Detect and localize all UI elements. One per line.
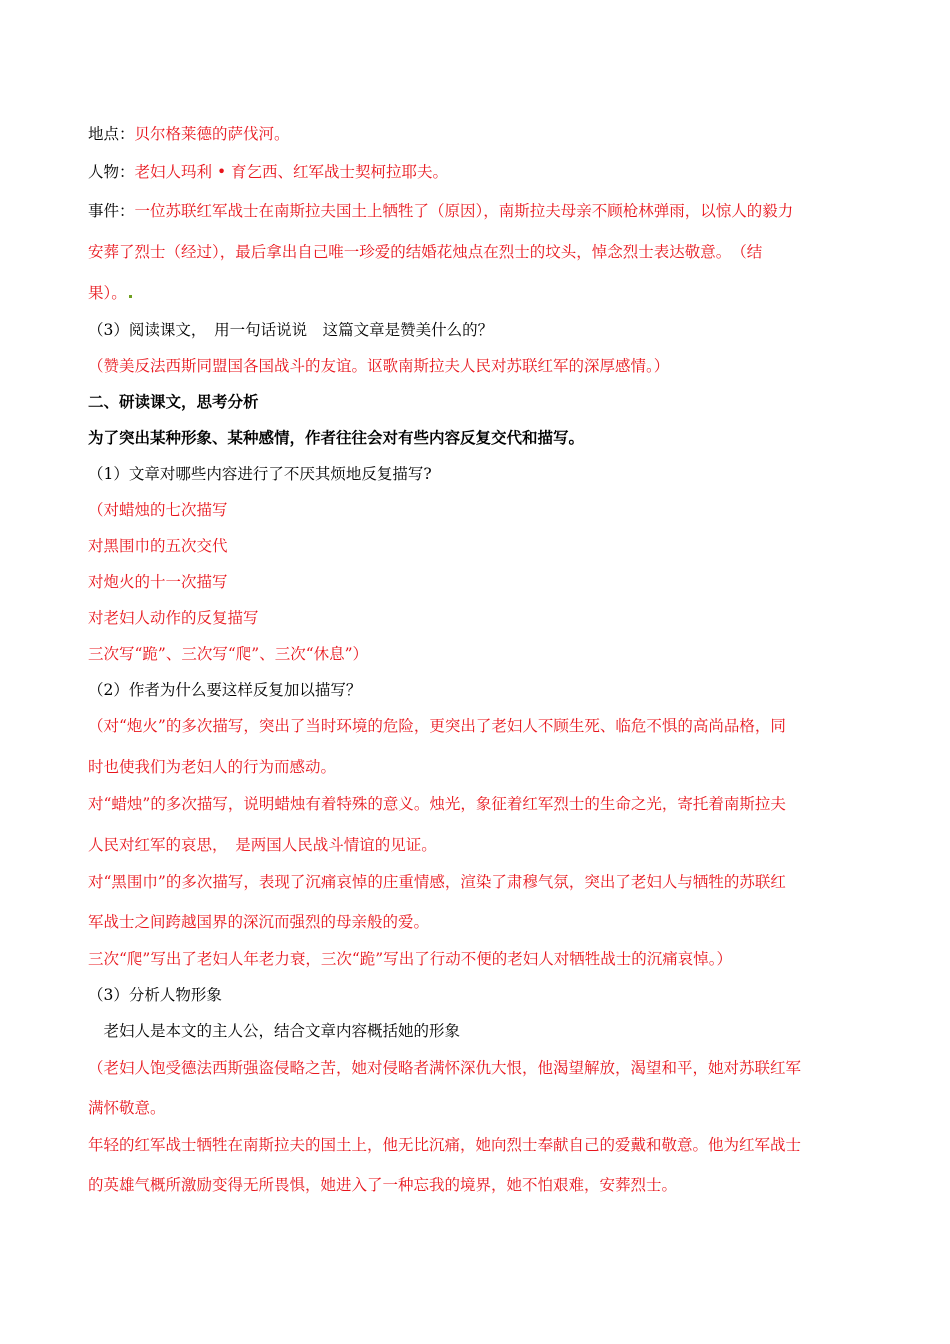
line-event-3 [88, 281, 132, 303]
answer-1-candle [88, 498, 228, 520]
answer-2-candle-2 [88, 833, 437, 855]
answer-2-scarf-2 [88, 910, 429, 932]
answer-text: 对黑围巾的五次交代 [88, 537, 228, 555]
value-event-1: 一位苏联红军战士在南斯拉夫国土上牺牲了（原因），南斯拉夫母亲不顾枪林弹雨，以惊人的毅力 [134, 202, 794, 220]
answer-text: 三次写“跪”、三次写“爬”、三次“休息”） [88, 645, 369, 663]
answer-3-4 [88, 1173, 677, 1195]
answer-text: （对“炮火”的多次描写，突出了当时环境的危险，更突出了老妇人不顾生死、临危不惧的高尚品格，同 [88, 717, 786, 735]
answer-2-gunfire-2 [88, 755, 336, 777]
answer-1-gunfire [88, 570, 228, 592]
question-3-character [88, 983, 222, 1005]
label-characters: 人物： [88, 163, 135, 181]
answer-2-gunfire-1 [88, 714, 786, 736]
answer-text: 对老妇人动作的反复描写 [88, 609, 259, 627]
question-3-praise [88, 318, 493, 340]
answer-2-climb-kneel [88, 947, 732, 969]
answer-text: 军战士之间跨越国界的深沉而强烈的母亲般的爱。 [88, 913, 430, 931]
marker-dot [129, 295, 132, 298]
answer-text: （对蜡烛的七次描写 [88, 501, 228, 519]
question-text: （3）分析人物形象 [88, 986, 222, 1004]
answer-text: 对“黑围巾”的多次描写，表现了沉痛哀悼的庄重情感，渲染了肃穆气氛，突出了老妇人与牺牲的苏联红 [88, 873, 786, 891]
line-event-1 [88, 199, 793, 221]
answer-text: （老妇人饱受德法西斯强盗侵略之苦，她对侵略者满怀深仇大恨，他渴望解放，渴望和平，她对苏联红军 [88, 1059, 802, 1077]
answer-text: 年轻的红军战士牺牲在南斯拉夫的国土上，他无比沉痛，她向烈士奉献自己的爱戴和敬意。他为红军战士 [88, 1136, 802, 1154]
question-text: （2）作者为什么要这样反复加以描写？ [88, 681, 362, 699]
question-text: （3）阅读课文， 用一句话说说 这篇文章是赞美什么的？ [88, 321, 494, 339]
heading-text: 二、研读课文，思考分析 [88, 392, 259, 411]
answer-3-2 [88, 1096, 166, 1118]
answer-text: 对炮火的十一次描写 [88, 573, 228, 591]
answer-text: 的英雄气概所激励变得无所畏惧，她进入了一种忘我的境界，她不怕艰难，安葬烈士。 [88, 1176, 678, 1194]
question-3-prompt [88, 1019, 460, 1041]
question-1 [88, 462, 432, 484]
answer-3-1 [88, 1056, 801, 1078]
answer-text: 人民对红军的哀思， 是两国人民战斗情谊的见证。 [88, 836, 437, 854]
value-location: 贝尔格莱德的萨伐河。 [134, 125, 290, 143]
answer-2-scarf-1 [88, 870, 786, 892]
value-characters: 老妇人玛利 • 育乞西、红军战士契柯拉耶夫。 [134, 163, 449, 181]
answer-text: 三次“爬”写出了老妇人年老力衰，三次“跪”写出了行动不便的老妇人对牺牲战士的沉痛哀悼。） [88, 950, 732, 968]
line-location [88, 122, 290, 144]
answer-praise [88, 354, 669, 376]
intro-text: 为了突出某种形象、某种感情，作者往往会对有些内容反复交代和描写。 [88, 428, 585, 447]
section-intro [88, 426, 584, 448]
answer-1-kneel [88, 642, 368, 664]
question-text: （1）文章对哪些内容进行了不厌其烦地反复描写? [88, 465, 432, 483]
section-heading-2 [88, 390, 259, 412]
answer-1-actions [88, 606, 259, 628]
question-text: 老妇人是本文的主人公，结合文章内容概括她的形象 [88, 1022, 461, 1040]
answer-text: 时也使我们为老妇人的行为而感动。 [88, 758, 337, 776]
answer-text: 对“蜡烛”的多次描写，说明蜡烛有着特殊的意义。烛光，象征着红军烈士的生命之光，寄托着南斯拉夫 [88, 795, 786, 813]
line-event-2 [88, 240, 762, 262]
line-characters [88, 160, 448, 182]
answer-2-candle-1 [88, 792, 786, 814]
answer-text: 满怀敬意。 [88, 1099, 166, 1117]
question-2 [88, 678, 361, 700]
label-location: 地点： [88, 125, 135, 143]
answer-1-scarf [88, 534, 228, 556]
answer-text: （赞美反法西斯同盟国各国战斗的友谊。讴歌南斯拉夫人民对苏联红军的深厚感情。） [88, 357, 670, 375]
answer-3-3 [88, 1133, 801, 1155]
value-event-3: 果）。 [88, 284, 127, 302]
label-event: 事件： [88, 202, 135, 220]
value-event-2: 安葬了烈士（经过），最后拿出自己唯一珍爱的结婚花烛点在烈士的坟头，悼念烈士表达敬意。 （结 [88, 243, 763, 261]
